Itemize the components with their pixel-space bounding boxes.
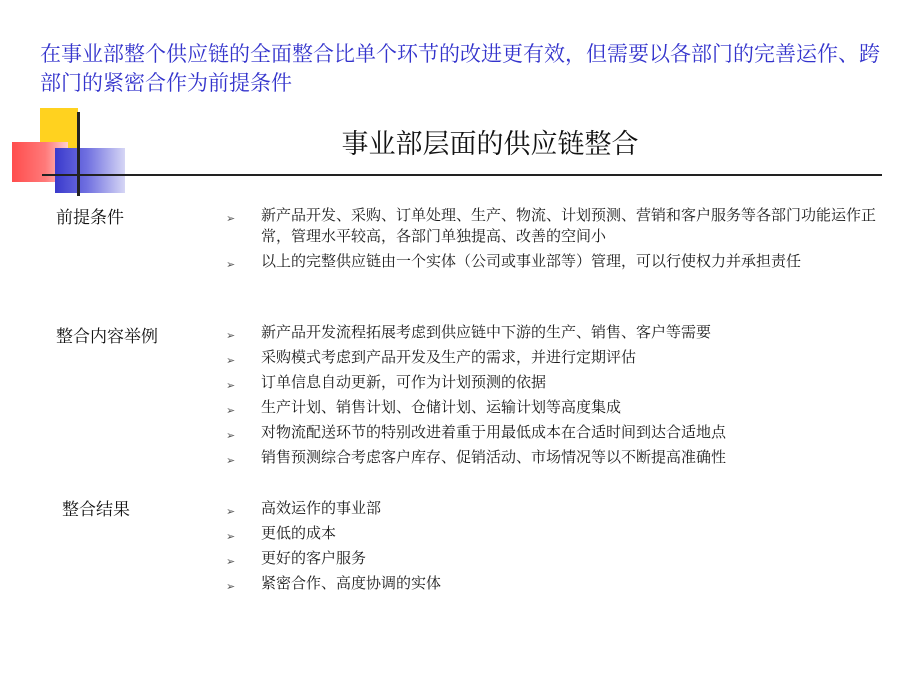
slide-title: 事业部层面的供应链整合 <box>341 129 639 160</box>
arrow-bullet-icon: ➢ <box>226 212 236 225</box>
arrow-bullet-icon: ➢ <box>226 505 236 518</box>
slide-headline: 在事业部整个供应链的全面整合比单个环节的改进更有效，但需要以各部门的完善运作、跨部门的紧密合作为前提条件 <box>40 42 880 95</box>
arrow-bullet-icon: ➢ <box>226 580 236 593</box>
arrow-bullet-icon: ➢ <box>226 429 236 442</box>
arrow-bullet-icon: ➢ <box>226 354 236 367</box>
examples-list <box>226 322 881 468</box>
list-item: ➢ 更低的成本 <box>226 523 881 544</box>
section-label-results: 整合结果 <box>62 500 130 520</box>
list-item: ➢ 生产计划、销售计划、仓储计划、运输计划等高度集成 <box>226 397 881 418</box>
list-item: ➢ 高效运作的事业部 <box>226 498 881 519</box>
title-underline-rule <box>42 174 882 176</box>
decor-blue-square <box>55 148 125 193</box>
decor-vertical-rule <box>77 112 80 196</box>
list-item: ➢ 新产品开发、采购、订单处理、生产、物流、计划预测、营销和客户服务等各部门功能运作正常，管理水平较高，各部门单独提高、改善的空间小 <box>226 206 877 245</box>
arrow-bullet-icon: ➢ <box>226 258 236 271</box>
list-item: ➢ 销售预测综合考虑客户库存、促销活动、市场情况等以不断提高准确性 <box>226 447 881 468</box>
list-item: ➢ 更好的客户服务 <box>226 548 881 569</box>
list-item: ➢ 采购模式考虑到产品开发及生产的需求，并进行定期评估 <box>226 347 881 368</box>
arrow-bullet-icon: ➢ <box>226 530 236 543</box>
arrow-bullet-icon: ➢ <box>226 329 236 342</box>
arrow-bullet-icon: ➢ <box>226 454 236 467</box>
section-label-examples: 整合内容举例 <box>56 327 158 347</box>
results-list <box>226 498 881 594</box>
list-item: ➢ 新产品开发流程拓展考虑到供应链中下游的生产、销售、客户等需要 <box>226 322 881 343</box>
list-item: ➢ 以上的完整供应链由一个实体（公司或事业部等）管理，可以行使权力并承担责任 <box>226 251 881 272</box>
list-item: ➢ 对物流配送环节的特别改进着重于用最低成本在合适时间到达合适地点 <box>226 422 881 443</box>
arrow-bullet-icon: ➢ <box>226 379 236 392</box>
section-label-prerequisites: 前提条件 <box>56 208 124 228</box>
arrow-bullet-icon: ➢ <box>226 404 236 417</box>
list-item: ➢ 紧密合作、高度协调的实体 <box>226 573 881 594</box>
arrow-bullet-icon: ➢ <box>226 555 236 568</box>
prerequisites-list <box>226 205 881 272</box>
list-item: ➢ 订单信息自动更新，可作为计划预测的依据 <box>226 372 881 393</box>
